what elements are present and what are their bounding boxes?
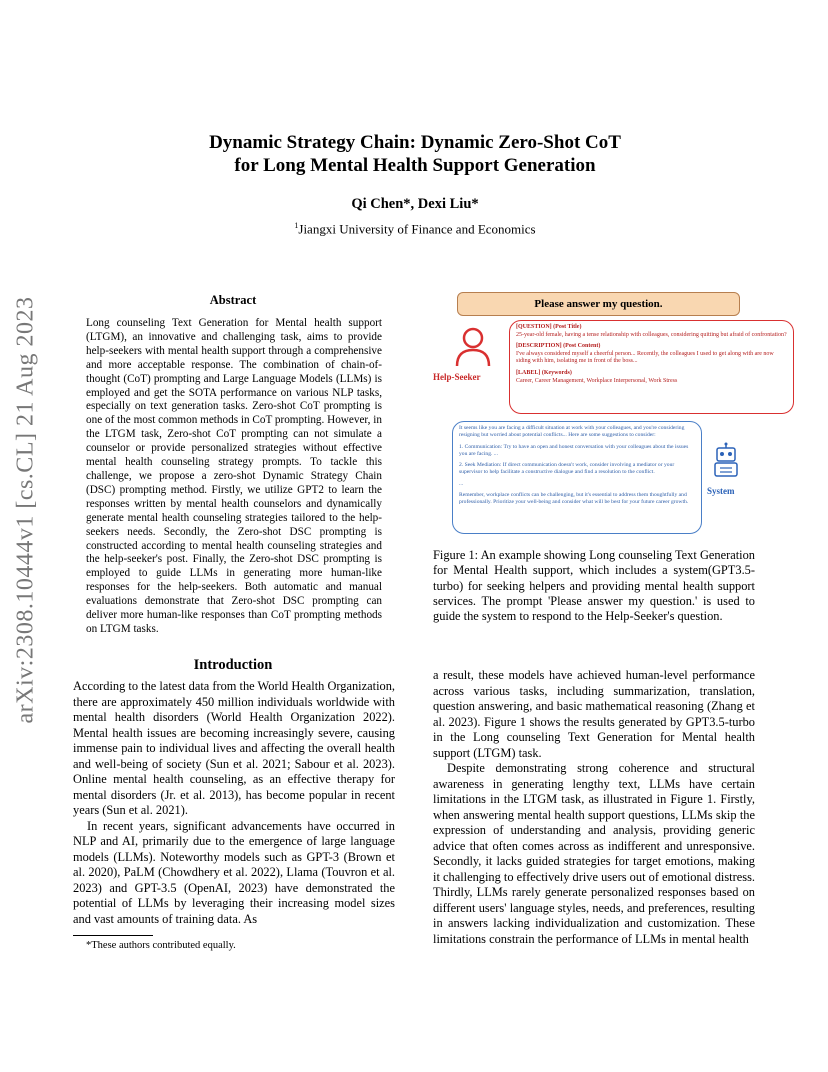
title-line-2: for Long Mental Health Support Generation xyxy=(234,155,596,176)
affiliation-sup: 1 xyxy=(294,221,299,230)
right-paragraph-2: Despite demonstrating strong coherence and structural awareness in generating lengthy text, LLMs have certain limitations in the LTGM task, as illustrated in Figure 1. Firstly, when answering mental health support questions, LLMs skip the expression of understanding and analysis, providing generic advice that often comes across as indifferent and unresponsive. Secondly, it lacks guided strategies for target emotions, making it challenging to effectively drive users out of emotional distress. Thirdly, LLMs rarely generate personalized responses based on different users' language styles, needs, and preferences, resulting in answers lacking individualization and customization. These limitations constrain the performance of LLMs in mental health xyxy=(433,761,755,946)
system-label: System xyxy=(707,486,735,496)
help-seeker-person-icon xyxy=(453,326,493,368)
affiliation xyxy=(120,221,710,237)
footnote-rule xyxy=(73,935,153,936)
footnote: *These authors contributed equally. xyxy=(86,940,236,951)
right-column-body xyxy=(433,668,755,947)
authors: Qi Chen*, Dexi Liu* xyxy=(351,196,479,212)
introduction-heading: Introduction xyxy=(193,657,273,673)
right-paragraph-1: a result, these models have achieved human-level performance across various tasks, including summarization, translation, question answering, and basic mathematical reasoning (Zhang et al. 2023). Figure 1 shows the results generated by GPT3.5-turbo in the Long counseling Text Generation for Mental health support (LTGM) task. xyxy=(433,668,755,760)
description-text: I've always considered myself a cheerful person... Recently, the colleagues I used to get along with are now siding with him, isolating me in front of the boss... xyxy=(516,350,774,365)
description-tag: [DESCRIPTION] (Post Content) xyxy=(516,343,601,350)
abstract-text: Long counseling Text Generation for Mental health support (LTGM), an innovative and challenging task, aims to provide help-seekers with mental health support through a comprehensive and more acceptable response. The combination of chain-of-thought (CoT) prompting and Large Language Models (LLMs) is employed and get the SOTA performance on various NLP tasks, especially on text generation tasks. Zero-shot CoT prompting is one of the most common methods in CoT prompting. However, in the LTGM task, Zero-shot CoT prompting can not simulate a counselor or provide personalized strategies without effective mental health counseling strategy prompts. To tackle this challenge, we propose a zero-shot Dynamic Strategy Chain (DSC) prompting method. Firstly, we utilize GPT2 to learn the responses written by mental health counselors and dynamically generate mental health counseling strategies tailored to the help-seekers needs. Secondly, the Zero-shot DSC prompting is constructed according to mental health counseling strategies and the help-seeker's post. Finally, the Zero-shot DSC prompting is employed to guide LLMs in generating more human-like responses for the help-seekers. Both automatic and manual evaluations demonstrate that Zero-shot DSC prompting can deliver more human-like responses than CoT prompting methods on LTGM tasks. xyxy=(86,317,382,635)
introduction-body xyxy=(73,679,395,927)
title-line-1: Dynamic Strategy Chain: Dynamic Zero-Shot CoT xyxy=(209,132,621,153)
figure-1-caption: Figure 1: An example showing Long counseling Text Generation for Mental Health support, which includes a system(GPT3.5-turbo) for seeking helpers and providing mental health support services. The prompt 'Please answer my question.' is used to guide the system to respond to the Help-Seeker's question. xyxy=(433,548,755,624)
question-text: 25-year-old female, having a tense relationship with colleagues, considering quitting but afraid of confrontation? xyxy=(516,331,787,338)
abstract-heading: Abstract xyxy=(209,293,257,307)
reply-paragraph-2: 1. Communication: Try to have an open and honest conversation with your colleagues about the issues you are facing. ... xyxy=(459,443,689,457)
robot-icon xyxy=(711,442,741,480)
arxiv-stamp xyxy=(6,270,46,750)
reply-paragraph-3: 2. Seek Mediation: If direct communication doesn't work, consider involving a mediator or your supervisor to help facilitate a constructive dialogue and find a resolution to the conflict. xyxy=(459,462,675,476)
reply-paragraph-1: It seems like you are facing a difficult situation at work with your colleagues, and you're considering resigning but worried about potential conflicts... Here are some suggestions to consider: xyxy=(459,425,685,439)
prompt-bar: Please answer my question. xyxy=(457,292,740,316)
intro-paragraph-2: In recent years, significant advancements have occurred in NLP and AI, primarily due to the emergence of large language models (LLMs). Noteworthy models such as GPT-3 (Brown et al. 2020), PaLM (Chowdhery et al. 2022), Llama (Touvron et al. 2023) and GPT-3.5 (OpenAI, 2023) have demonstrated the potential of LLMs by leveraging their increasing model sizes and vast amounts of training data. As xyxy=(73,818,395,926)
label-tag: [LABEL] (Keywords) xyxy=(516,369,572,376)
intro-paragraph-1: According to the latest data from the World Health Organization, there are approximately 450 million individuals worldwide with mental health disorders (World Health Organization 2022). Mental health issues are becoming increasingly severe, causing immense pain to individual lives and affecting the overall health and well-being of society (Sun et al. 2021; Sabour et al. 2023). Online mental health counseling, as an effective therapy for mental disorders (Jr. et al. 2013), has become popular in recent years (Sun et al. 2021). xyxy=(73,679,395,817)
arxiv-stamp-text: arXiv:2308.10444v1 [cs.CL] 21 Aug 2023 xyxy=(12,296,39,724)
paper-title xyxy=(120,131,710,177)
help-seeker-post-box xyxy=(509,320,794,414)
figure-1 xyxy=(433,290,787,538)
affiliation-text: Jiangxi University of Finance and Economics xyxy=(298,221,536,237)
reply-paragraph-4: ... xyxy=(459,480,464,487)
reply-paragraph-5: Remember, workplace conflicts can be challenging, but it's essential to address them thoughtfully and professionally. Prioritize your well-being and consider what will be best for your future career growth. xyxy=(459,492,689,506)
question-tag: [QUESTION] (Post Title) xyxy=(516,324,582,330)
help-seeker-label: Help-Seeker xyxy=(433,372,481,382)
label-text: Career, Career Management, Workplace Interpersonal, Work Stress xyxy=(516,377,678,384)
system-reply-box xyxy=(452,421,702,534)
